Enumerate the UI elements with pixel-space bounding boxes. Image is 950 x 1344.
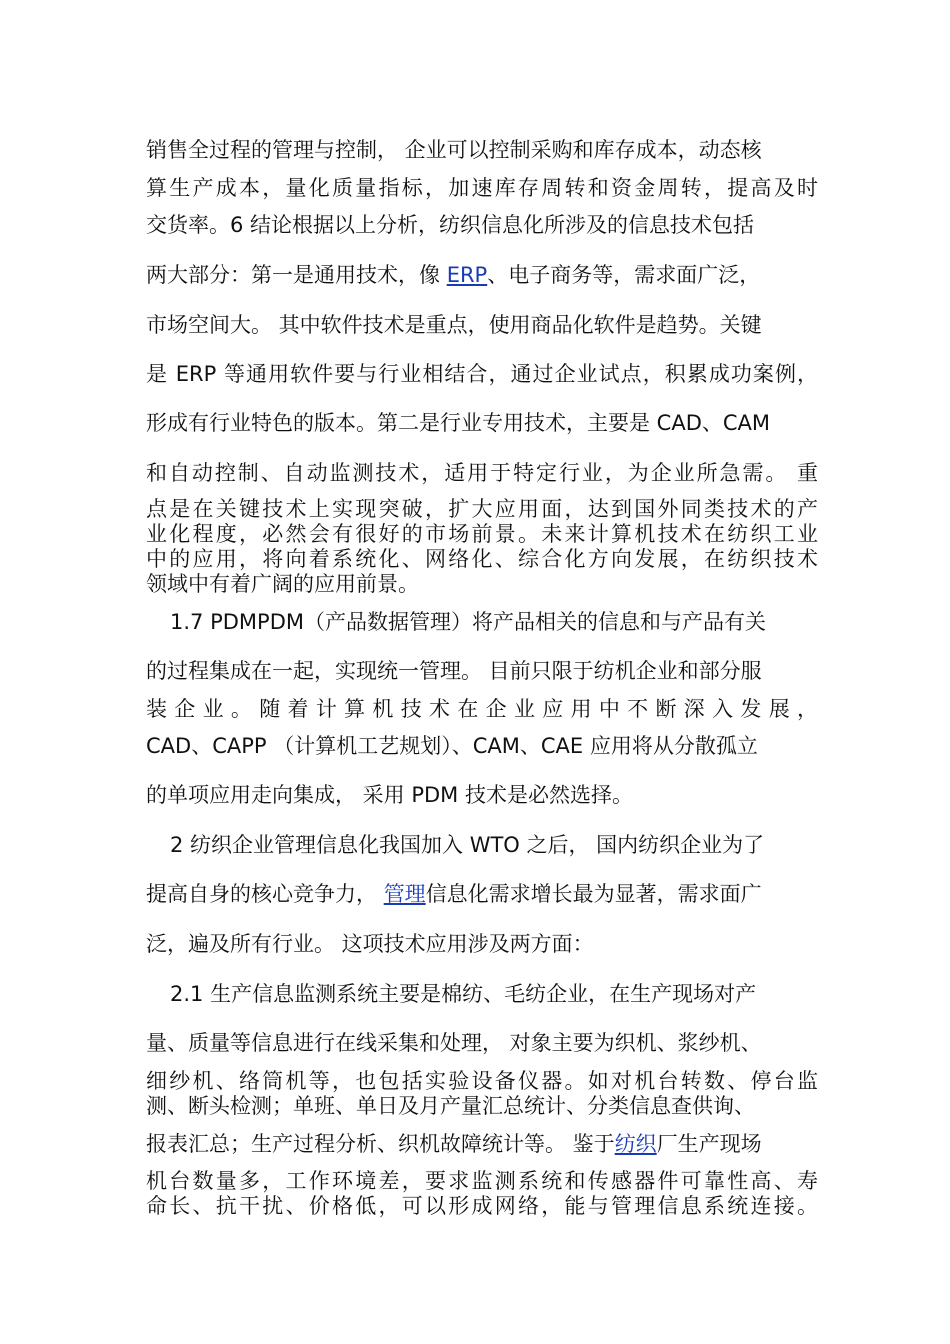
text-segment: 装企业。随着计算机技术在企业应用中不断深入发展， (146, 697, 818, 721)
text-line (146, 361, 818, 387)
text-line (146, 137, 818, 163)
text-line (146, 733, 818, 759)
text-line (170, 981, 818, 1007)
text-segment: 点是在关键技术上实现突破，扩大应用面，达到国外同类技术的产 (146, 497, 818, 521)
text-segment: 细纱机、络筒机等，也包括实验设备仪器。如对机台转数、停台监 (146, 1069, 818, 1093)
text-line (170, 609, 818, 635)
text-segment: 、电子商务等，需求面广泛， (487, 263, 761, 287)
text-segment: 市场空间大。 其中软件技术是重点，使用商品化软件是趋势。关键 (146, 313, 762, 337)
text-line (146, 571, 818, 597)
text-line (146, 658, 818, 684)
text-line (170, 832, 818, 858)
text-segment: CAD、CAPP （计算机工艺规划）、CAM、CAE 应用将从分散孤立 (146, 734, 758, 758)
management-link[interactable]: 管理 (383, 882, 426, 906)
text-line (146, 1131, 818, 1157)
text-segment: 厂生产现场 (656, 1132, 762, 1156)
text-line (146, 546, 818, 572)
text-segment: 信息化需求增长最为显著，需求面广 (425, 882, 762, 906)
text-segment: 和自动控制、自动监测技术，适用于特定行业，为企业所急需。 重 (146, 461, 818, 485)
text-line (146, 931, 818, 957)
text-line (146, 1068, 818, 1094)
text-line (146, 881, 818, 907)
text-line (146, 521, 818, 547)
text-line (146, 175, 818, 201)
text-line (146, 1030, 818, 1056)
text-segment: 领域中有着广阔的应用前景。 (146, 572, 419, 596)
text-segment: 交货率。6 结论根据以上分析，纺织信息化所涉及的信息技术包括 (146, 213, 755, 237)
text-segment: 命长、抗干扰、价格低，可以形成网络，能与管理信息系统连接。 (146, 1194, 818, 1218)
text-segment: 中的应用，将向着系统化、网络化、综合化方向发展，在纺织技术 (146, 547, 818, 571)
text-line (146, 1093, 818, 1119)
text-line (146, 460, 818, 486)
text-line (146, 212, 818, 238)
text-segment: 的单项应用走向集成， 采用 PDM 技术是必然选择。 (146, 783, 633, 807)
text-segment: 销售全过程的管理与控制， 企业可以控制采购和库存成本，动态核 (146, 138, 762, 162)
text-line (146, 410, 818, 436)
text-segment: 算生产成本，量化质量指标，加速库存周转和资金周转，提高及时 (146, 176, 818, 200)
text-segment: 1.7 PDMPDM（产品数据管理）将产品相关的信息和与产品有关 (170, 610, 766, 634)
text-segment: 测、断头检测；单班、单日及月产量汇总统计、分类信息查供询、 (146, 1094, 755, 1118)
text-line (146, 782, 818, 808)
text-segment: 业化程度，必然会有很好的市场前景。未来计算机技术在纺织工业 (146, 522, 818, 546)
text-line (146, 696, 818, 722)
text-segment: 是 ERP 等通用软件要与行业相结合，通过企业试点，积累成功案例， (146, 362, 818, 386)
text-line (146, 496, 818, 522)
text-line (146, 312, 818, 338)
text-segment: 两大部分：第一是通用技术，像 (146, 263, 447, 287)
text-line (146, 1193, 818, 1219)
text-segment: 2.1 生产信息监测系统主要是棉纺、毛纺企业，在生产现场对产 (170, 982, 757, 1006)
text-segment: 泛，遍及所有行业。 这项技术应用涉及两方面： (146, 932, 594, 956)
text-line (146, 262, 818, 288)
text-segment: 量、质量等信息进行在线采集和处理， 对象主要为织机、浆纱机、 (146, 1031, 762, 1055)
text-segment: 报表汇总；生产过程分析、织机故障统计等。 鉴于 (146, 1132, 615, 1156)
text-segment: 2 纺织企业管理信息化我国加入 WTO 之后， 国内纺织企业为了 (170, 833, 765, 857)
erp-link[interactable]: ERP (446, 263, 488, 287)
text-segment: 机台数量多，工作环境差，要求监测系统和传感器件可靠性高、寿 (146, 1169, 818, 1193)
text-segment: 的过程集成在一起，实现统一管理。 目前只限于纺机企业和部分服 (146, 659, 762, 683)
text-segment: 提高自身的核心竞争力， (146, 882, 384, 906)
text-segment: 形成有行业特色的版本。第二是行业专用技术，主要是 CAD、CAM (146, 411, 771, 435)
textile-link[interactable]: 纺织 (614, 1132, 657, 1156)
text-line (146, 1168, 818, 1194)
